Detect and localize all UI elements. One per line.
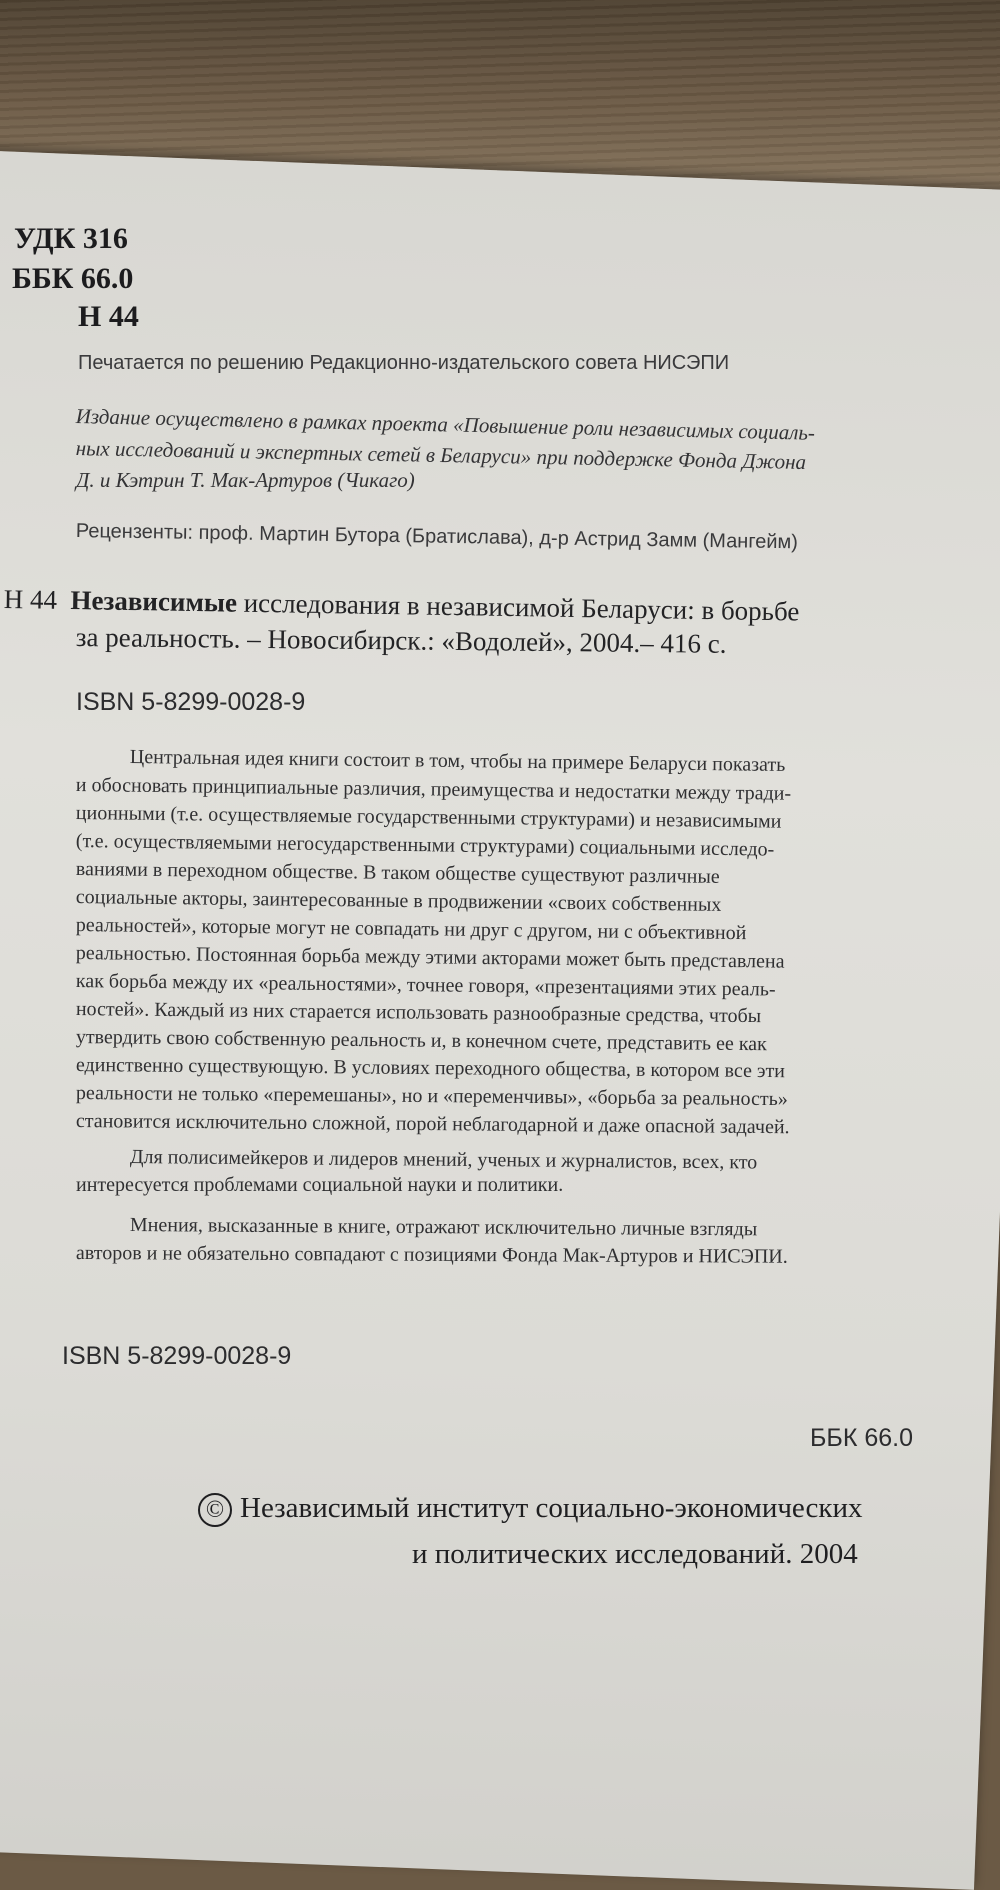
copyright-line2: и политических исследований. 2004 — [412, 1538, 858, 1570]
abstract-line: как борьба между их «реальностями», точнее говоря, «презентациями этих реаль- — [75, 970, 776, 1001]
abstract-line: единственно существующую. В условиях переходного общества, в котором все эти — [75, 1054, 786, 1083]
isbn-bottom: ISBN 5-8299-0028-9 — [62, 1342, 292, 1370]
copyright-symbol: © — [198, 1493, 232, 1527]
bibliographic-code: Н 44 — [3, 584, 58, 615]
abstract-line: реальности не только «перемешаны», но и «переменчивы», «борьба за реальность» — [75, 1082, 788, 1111]
copyright-institute: Независимый институт социально-экономических — [240, 1492, 863, 1524]
bibliographic-entry-line2: за реальность. – Новосибирск.: «Водолей», 2004.– 416 с. — [75, 622, 727, 659]
audience-line: Для полисимейкеров и лидеров мнений, ученых и журналистов, всех, кто — [129, 1146, 758, 1174]
author-code: Н 44 — [78, 300, 139, 333]
abstract-line: социальные акторы, заинтересованные в продвижении «своих собственных — [75, 886, 722, 916]
abstract-line: (т.е. осуществляемыми негосударственными структурами) социальными исследо- — [75, 830, 775, 861]
abstract-line: ностей». Каждый из них старается использовать разнообразные средства, чтобы — [75, 998, 762, 1028]
abstract-line: реальностей», которые могут не совпадать ни друг с другом, ни с объективной — [75, 914, 747, 945]
book-title-rest: исследования в независимой Беларуси: в борьбе — [243, 587, 800, 627]
reviewers: Рецензенты: проф. Мартин Бутора (Братислава), д-р Астрид Замм (Мангейм) — [75, 520, 799, 554]
bibliographic-entry-line1 — [4, 584, 800, 627]
abstract-line: утвердить свою собственную реальность и, в конечном счете, представить ее как — [75, 1026, 767, 1056]
project-note-line: ных исследований и экспертных сетей в Беларуси» при поддержке Фонда Джона — [75, 436, 807, 475]
disclaimer-line: авторов и не обязательно совпадают с позициями Фонда Мак-Артуров и НИСЭПИ. — [75, 1242, 788, 1268]
bbk-bottom: ББК 66.0 — [810, 1424, 913, 1452]
print-note: Печатается по решению Редакционно-издательского совета НИСЭПИ — [78, 352, 730, 374]
abstract-line: ционными (т.е. осуществляемые государственными структурами) и независимыми — [75, 802, 782, 833]
disclaimer-line: Мнения, высказанные в книге, отражают исключительно личные взгляды — [129, 1214, 758, 1241]
abstract-line: и обосновать принципиальные различия, преимущества и недостатки между тради- — [75, 774, 792, 805]
abstract-line: становится исключительно сложной, порой неблагодарной и даже опасной задачей. — [75, 1110, 790, 1139]
bbk-code: ББК 66.0 — [12, 262, 134, 295]
project-note-line: Издание осуществлено в рамках проекта «Повышение роли независимых социаль- — [75, 404, 816, 445]
isbn-top: ISBN 5-8299-0028-9 — [76, 688, 306, 716]
abstract-line: ваниями в переходном обществе. В таком обществе существуют различные — [75, 858, 720, 888]
udk-code: УДК 316 — [14, 222, 128, 255]
copyright-line1 — [198, 1492, 863, 1527]
book-title-bold: Независимые — [70, 585, 238, 618]
abstract-line: Центральная идея книги состоит в том, чтобы на примере Беларуси показать — [129, 746, 786, 777]
audience-line: интересуется проблемами социальной науки и политики. — [76, 1174, 564, 1196]
project-note-line: Д. и Кэтрин Т. Мак-Артуров (Чикаго) — [76, 468, 415, 492]
abstract-line: реальностью. Постоянная борьба между этими акторами может быть представлена — [75, 942, 785, 973]
